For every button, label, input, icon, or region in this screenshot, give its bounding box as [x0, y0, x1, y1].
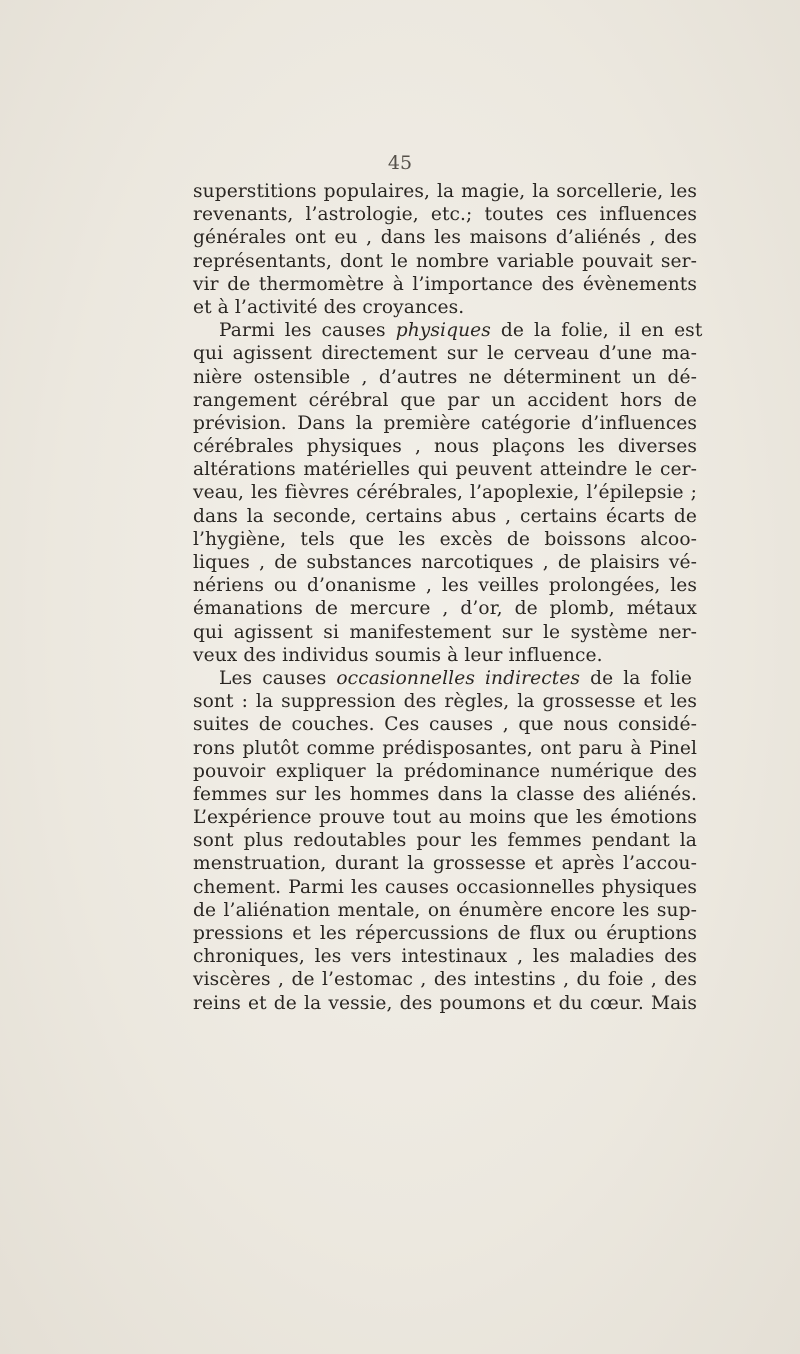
text-line: générales ont eu , dans les maisons d’aliénés , des	[193, 227, 697, 249]
text-line: reins et de la vessie, des poumons et du cœur. Mais	[193, 992, 697, 1014]
text-line: menstruation, durant la grossesse et après l’accou-	[193, 853, 697, 875]
emphasis-term: occasionnelles indirectes	[336, 667, 581, 689]
text-line: émanations de mercure , d’or, de plomb, métaux	[193, 598, 697, 620]
text-line	[193, 319, 703, 342]
body-text	[193, 180, 703, 1015]
text-line: dans la seconde, certains abus , certains écarts de	[193, 505, 697, 527]
text-line: L’expérience prouve tout au moins que les émotions	[193, 807, 697, 829]
text-line: rangement cérébral que par un accident hors de	[193, 389, 697, 411]
text-line: cérébrales physiques , nous plaçons les diverses	[193, 436, 697, 458]
text-line: chement. Parmi les causes occasionnelles physiques	[193, 876, 697, 898]
text-run: Les causes	[219, 667, 337, 689]
text-line	[193, 667, 697, 690]
text-line: femmes sur les hommes dans la classe des aliénés.	[193, 783, 697, 805]
text-line: qui agissent si manifestement sur le système ner-	[193, 621, 697, 643]
text-line: veux des individus soumis à leur influence.	[193, 644, 603, 666]
text-line: vir de thermomètre à l’importance des évènements	[193, 273, 697, 295]
text-line: et à l’activité des croyances.	[193, 296, 465, 318]
text-run: Parmi les causes	[219, 320, 396, 342]
text-line: chroniques, les vers intestinaux , les maladies des	[193, 946, 697, 968]
text-line: sont plus redoutables pour les femmes pendant la	[193, 830, 697, 852]
text-line: viscères , de l’estomac , des intestins , du foie , des	[193, 969, 697, 991]
text-run: de la folie	[580, 667, 692, 689]
text-line: qui agissent directement sur le cerveau d’une ma-	[193, 343, 697, 365]
text-line: rons plutôt comme prédisposantes, ont paru à Pinel	[193, 737, 697, 759]
text-line: nériens ou d’onanisme , les veilles prolongées, les	[193, 575, 697, 597]
text-line: altérations matérielles qui peuvent atteindre le cer-	[193, 459, 697, 481]
text-run: de la folie, il en est	[490, 320, 703, 342]
text-line: superstitions populaires, la magie, la sorcellerie, les	[193, 181, 697, 202]
text-line: représentants, dont le nombre variable pouvait ser-	[193, 250, 697, 272]
text-line: l’hygiène, tels que les excès de boissons alcoo-	[193, 528, 697, 550]
text-line: suites de couches. Ces causes , que nous considé-	[193, 714, 697, 736]
text-line: pressions et les répercussions de flux ou éruptions	[193, 923, 697, 944]
text-line: liques , de substances narcotiques , de plaisirs vé-	[193, 552, 697, 573]
text-line: revenants, l’astrologie, etc.; toutes ces influences	[193, 204, 697, 226]
text-line: nière ostensible , d’autres ne déterminent un dé-	[193, 366, 697, 388]
text-line: de l’aliénation mentale, on énumère encore les sup-	[193, 899, 697, 921]
page-number: 45	[387, 152, 413, 174]
text-line: sont : la suppression des règles, la grossesse et les	[193, 691, 697, 713]
text-line: pouvoir expliquer la prédominance numérique des	[193, 760, 697, 782]
emphasis-term: physiques	[395, 320, 491, 342]
text-line: veau, les fièvres cérébrales, l’apoplexie, l’épilepsie ;	[193, 482, 697, 504]
text-line: prévision. Dans la première catégorie d’influences	[193, 412, 697, 434]
